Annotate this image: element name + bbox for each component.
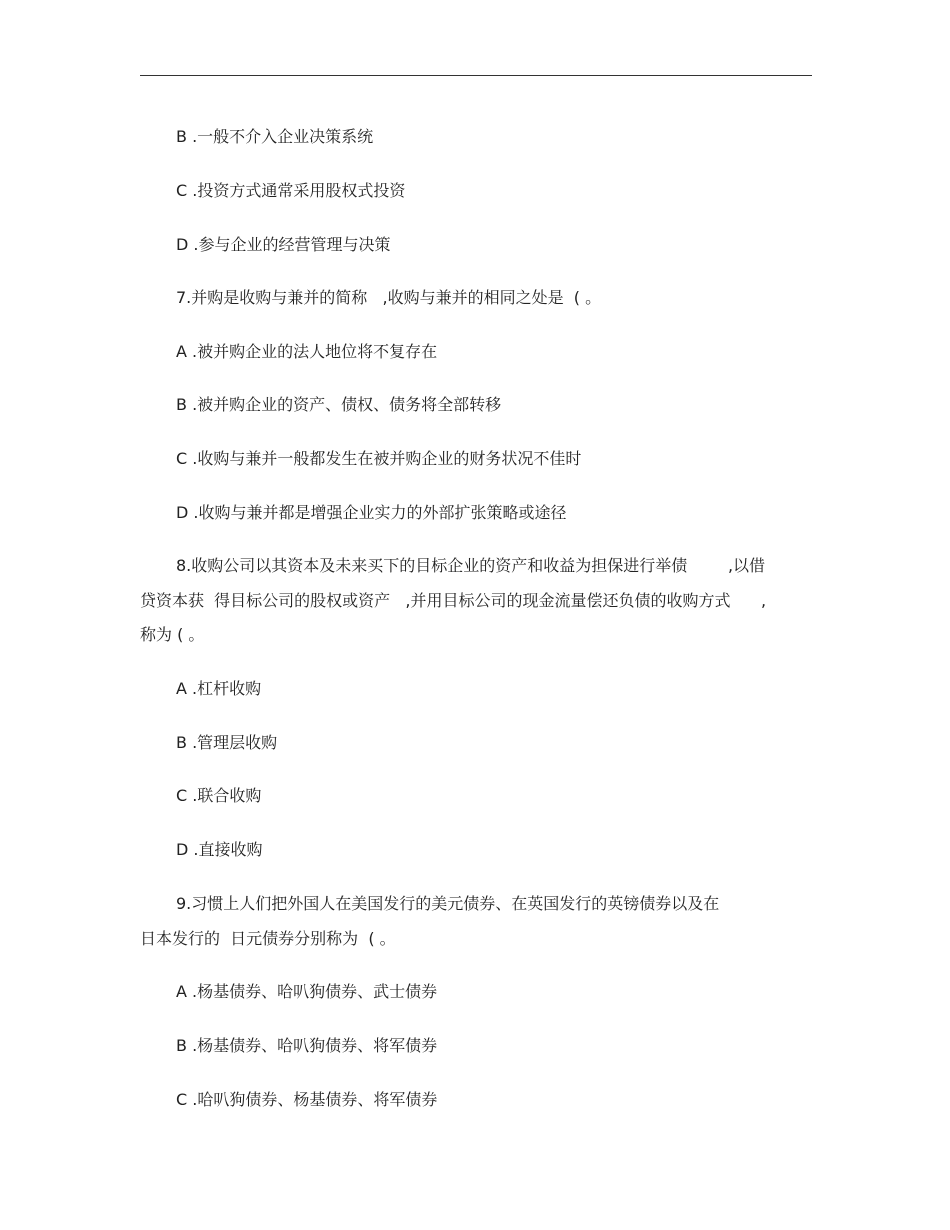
option-a-q7: A .被并购企业的法人地位将不复存在 xyxy=(176,342,438,361)
option-d-q8: D .直接收购 xyxy=(176,840,263,859)
option-a-q9: A .杨基债券、哈叭狗债券、武士债券 xyxy=(176,982,438,1001)
header-rule xyxy=(140,75,812,76)
question-8-line-2: 贷资本获 得目标公司的股权或资产 ,并用目标公司的现金流量偿还负债的收购方式 , xyxy=(140,591,767,610)
question-9-line-2: 日本发行的 日元债券分别称为 ( 。 xyxy=(140,929,396,948)
option-b-q8: B .管理层收购 xyxy=(176,733,278,752)
option-b-q9: B .杨基债券、哈叭狗债券、将军债券 xyxy=(176,1036,438,1055)
option-a-q8: A .杠杆收购 xyxy=(176,679,262,698)
option-c-q7: C .收购与兼并一般都发生在被并购企业的财务状况不佳时 xyxy=(176,449,582,468)
option-c-q8: C .联合收购 xyxy=(176,786,262,805)
question-8-line-3: 称为 ( 。 xyxy=(140,625,205,644)
option-c-q9: C .哈叭狗债券、杨基债券、将军债券 xyxy=(176,1090,438,1109)
option-d-q6: D .参与企业的经营管理与决策 xyxy=(176,235,391,254)
question-8-line-1: 8.收购公司以其资本及未来买下的目标企业的资产和收益为担保进行举债 ,以借 xyxy=(176,556,766,575)
option-c-q6: C .投资方式通常采用股权式投资 xyxy=(176,181,406,200)
question-9-line-1: 9.习惯上人们把外国人在美国发行的美元债券、在英国发行的英镑债券以及在 xyxy=(176,894,720,913)
option-b-q7: B .被并购企业的资产、债权、债务将全部转移 xyxy=(176,395,502,414)
question-7: 7.并购是收购与兼并的简称 ,收购与兼并的相同之处是 ( 。 xyxy=(176,288,602,307)
option-b-q6: B .一般不介入企业决策系统 xyxy=(176,127,374,146)
option-d-q7: D .收购与兼并都是增强企业实力的外部扩张策略或途径 xyxy=(176,503,567,522)
